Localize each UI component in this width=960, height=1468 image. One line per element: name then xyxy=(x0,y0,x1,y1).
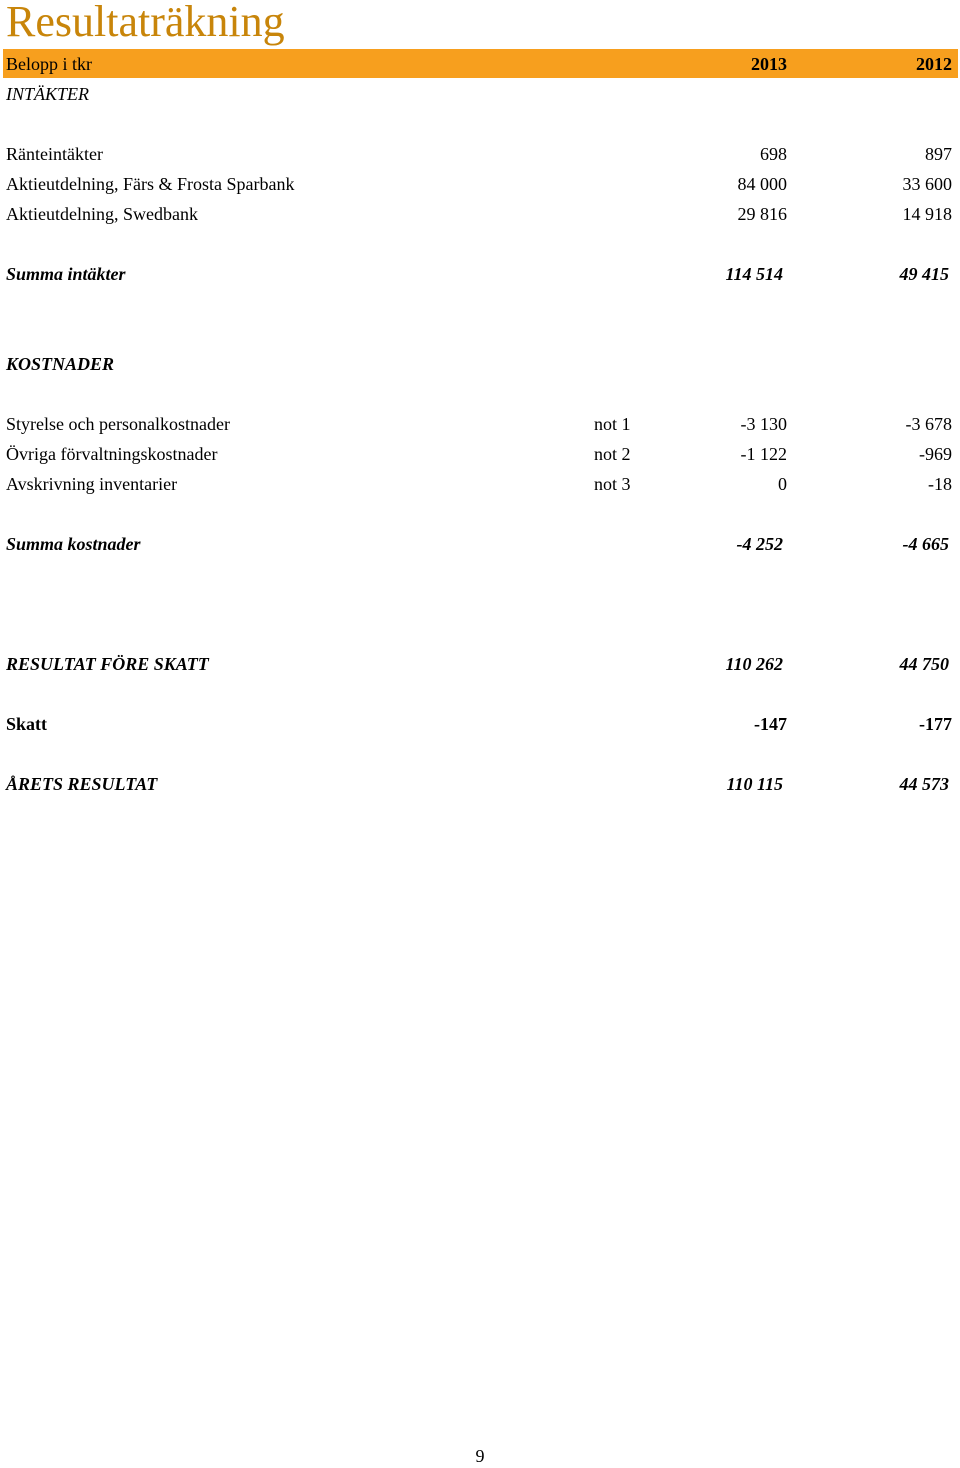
value-2012: 897 xyxy=(925,144,952,164)
row-label: Övriga förvaltningskostnader xyxy=(6,444,218,464)
year-current-header: 2013 xyxy=(751,54,787,74)
value-2012: -3 678 xyxy=(905,414,952,434)
value-2012: 33 600 xyxy=(902,174,952,194)
income-total-row xyxy=(0,260,960,288)
amount-unit-label: Belopp i tkr xyxy=(6,54,92,74)
note-reference: not 3 xyxy=(594,474,631,494)
value-2012: -177 xyxy=(919,714,952,734)
value-2013: 110 115 xyxy=(726,774,783,794)
cost-total-row xyxy=(0,530,960,558)
income-section-heading xyxy=(0,80,960,108)
row-label: Ränteintäkter xyxy=(6,144,103,164)
value-2013: 0 xyxy=(778,474,787,494)
value-2013: -147 xyxy=(754,714,787,734)
value-2012: 44 573 xyxy=(899,774,949,794)
row-label: Aktieutdelning, Färs & Frosta Sparbank xyxy=(6,174,295,194)
row-label: Avskrivning inventarier xyxy=(6,474,178,494)
value-2013: 110 262 xyxy=(725,654,783,674)
value-2013: -3 130 xyxy=(740,414,787,434)
value-2013: 698 xyxy=(760,144,787,164)
costs-section-heading xyxy=(0,350,960,378)
row-label: ÅRETS RESULTAT xyxy=(6,774,158,794)
value-2013: 29 816 xyxy=(737,204,787,224)
costs-heading-label: KOSTNADER xyxy=(6,354,115,374)
row-label: Summa kostnader xyxy=(6,534,141,554)
value-2012: 14 918 xyxy=(902,204,952,224)
value-2012: -969 xyxy=(919,444,952,464)
value-2012: -18 xyxy=(928,474,952,494)
income-heading-label: INTÄKTER xyxy=(6,84,90,104)
value-2012: 49 415 xyxy=(899,264,949,284)
value-2012: -4 665 xyxy=(902,534,949,554)
value-2013: 84 000 xyxy=(737,174,787,194)
row-label: Aktieutdelning, Swedbank xyxy=(6,204,198,224)
table-row xyxy=(0,140,960,168)
value-2013: -4 252 xyxy=(736,534,783,554)
table-row xyxy=(0,170,960,198)
value-2013: 114 514 xyxy=(725,264,783,284)
page-title: Resultaträkning xyxy=(6,0,285,46)
row-label: Summa intäkter xyxy=(6,264,126,284)
note-reference: not 2 xyxy=(594,444,631,464)
year-previous-header: 2012 xyxy=(916,54,952,74)
result-before-tax-row xyxy=(0,650,960,678)
table-row xyxy=(0,200,960,228)
tax-row xyxy=(0,710,960,738)
row-label: Skatt xyxy=(6,714,48,734)
value-2012: 44 750 xyxy=(899,654,949,674)
table-row xyxy=(0,470,960,498)
row-label: Styrelse och personalkostnader xyxy=(6,414,230,434)
table-row xyxy=(0,410,960,438)
note-reference: not 1 xyxy=(594,414,631,434)
row-label: RESULTAT FÖRE SKATT xyxy=(6,654,209,674)
table-header-row xyxy=(0,50,960,78)
table-row xyxy=(0,440,960,468)
value-2013: -1 122 xyxy=(740,444,787,464)
page-number: 9 xyxy=(475,1446,485,1466)
net-result-row xyxy=(0,770,960,798)
